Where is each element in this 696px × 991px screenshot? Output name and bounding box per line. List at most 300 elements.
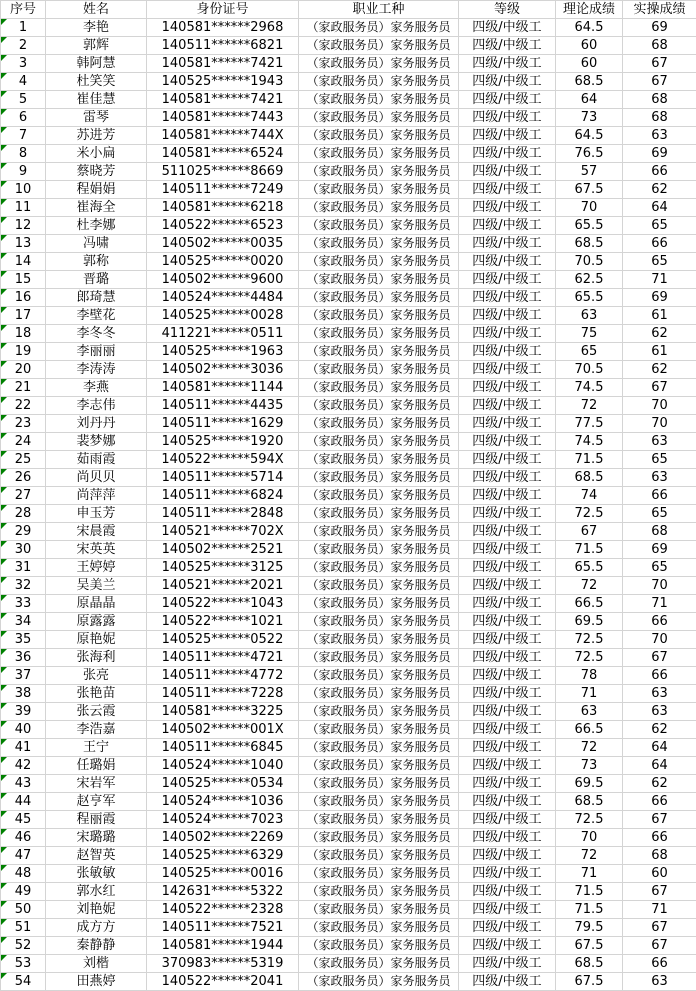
cell-practical-score[interactable]: 66 [623,613,696,631]
cell-theory-score[interactable]: 64 [556,91,623,109]
cell-id-number[interactable]: 140581******6218 [147,199,299,217]
cell-level[interactable]: 四级/中级工 [459,955,556,973]
cell-occupation[interactable]: （家政服务员）家务服务员 [299,379,459,397]
cell-theory-score[interactable]: 66.5 [556,721,623,739]
cell-index[interactable] [1,883,46,901]
cell-theory-score[interactable]: 67.5 [556,181,623,199]
cell-level[interactable]: 四级/中级工 [459,703,556,721]
cell-id-number[interactable]: 140524******7023 [147,811,299,829]
cell-theory-score[interactable]: 72.5 [556,631,623,649]
cell-id-number[interactable]: 140581******2968 [147,19,299,37]
cell-index[interactable] [1,217,46,235]
cell-occupation[interactable]: （家政服务员）家务服务员 [299,703,459,721]
cell-name[interactable]: 李艳 [46,19,147,37]
cell-id-number[interactable]: 140511******7228 [147,685,299,703]
cell-id-number[interactable]: 140511******7521 [147,919,299,937]
column-header-level[interactable]: 等级 [459,1,556,19]
cell-practical-score[interactable]: 67 [623,73,696,91]
cell-level[interactable]: 四级/中级工 [459,811,556,829]
cell-index[interactable] [1,649,46,667]
cell-index[interactable] [1,505,46,523]
cell-theory-score[interactable]: 70 [556,829,623,847]
cell-theory-score[interactable]: 72 [556,577,623,595]
cell-index[interactable] [1,487,46,505]
cell-level[interactable]: 四级/中级工 [459,973,556,991]
cell-index[interactable] [1,811,46,829]
cell-occupation[interactable]: （家政服务员）家务服务员 [299,775,459,793]
cell-theory-score[interactable]: 67 [556,523,623,541]
cell-practical-score[interactable]: 67 [623,379,696,397]
cell-id-number[interactable]: 140524******1036 [147,793,299,811]
cell-level[interactable]: 四级/中级工 [459,325,556,343]
cell-occupation[interactable]: （家政服务员）家务服务员 [299,91,459,109]
cell-theory-score[interactable]: 71.5 [556,541,623,559]
cell-id-number[interactable]: 411221******0511 [147,325,299,343]
cell-occupation[interactable]: （家政服务员）家务服务员 [299,73,459,91]
cell-id-number[interactable]: 140521******2021 [147,577,299,595]
cell-name[interactable]: 王宁 [46,739,147,757]
cell-level[interactable]: 四级/中级工 [459,865,556,883]
cell-occupation[interactable]: （家政服务员）家务服务员 [299,415,459,433]
cell-practical-score[interactable]: 62 [623,361,696,379]
cell-index[interactable] [1,613,46,631]
cell-id-number[interactable]: 140522******2041 [147,973,299,991]
cell-name[interactable]: 原艳妮 [46,631,147,649]
cell-index[interactable] [1,595,46,613]
cell-name[interactable]: 郭水红 [46,883,147,901]
cell-level[interactable]: 四级/中级工 [459,253,556,271]
cell-level[interactable]: 四级/中级工 [459,793,556,811]
cell-practical-score[interactable]: 71 [623,271,696,289]
cell-theory-score[interactable]: 72.5 [556,649,623,667]
cell-level[interactable]: 四级/中级工 [459,217,556,235]
cell-id-number[interactable]: 370983******5319 [147,955,299,973]
cell-name[interactable]: 苏进芳 [46,127,147,145]
cell-practical-score[interactable]: 65 [623,217,696,235]
cell-index[interactable] [1,379,46,397]
cell-occupation[interactable]: （家政服务员）家务服务员 [299,793,459,811]
cell-id-number[interactable]: 140511******2848 [147,505,299,523]
cell-practical-score[interactable]: 64 [623,757,696,775]
cell-theory-score[interactable]: 77.5 [556,415,623,433]
cell-id-number[interactable]: 140502******3036 [147,361,299,379]
cell-name[interactable]: 刘艳妮 [46,901,147,919]
cell-name[interactable]: 韩阿慧 [46,55,147,73]
cell-level[interactable]: 四级/中级工 [459,937,556,955]
cell-theory-score[interactable]: 68.5 [556,235,623,253]
cell-theory-score[interactable]: 60 [556,55,623,73]
cell-occupation[interactable]: （家政服务员）家务服务员 [299,127,459,145]
cell-name[interactable]: 宋晨霞 [46,523,147,541]
cell-index[interactable] [1,343,46,361]
cell-theory-score[interactable]: 63 [556,703,623,721]
cell-id-number[interactable]: 140581******1144 [147,379,299,397]
cell-id-number[interactable]: 140502******2521 [147,541,299,559]
cell-index[interactable] [1,55,46,73]
cell-name[interactable]: 李丽丽 [46,343,147,361]
cell-practical-score[interactable]: 67 [623,883,696,901]
cell-theory-score[interactable]: 73 [556,109,623,127]
cell-practical-score[interactable]: 70 [623,631,696,649]
cell-practical-score[interactable]: 66 [623,955,696,973]
cell-theory-score[interactable]: 69.5 [556,613,623,631]
cell-id-number[interactable]: 140525******0522 [147,631,299,649]
cell-occupation[interactable]: （家政服务员）家务服务员 [299,541,459,559]
cell-occupation[interactable]: （家政服务员）家务服务员 [299,37,459,55]
cell-theory-score[interactable]: 79.5 [556,919,623,937]
cell-index[interactable] [1,433,46,451]
cell-id-number[interactable]: 140581******7443 [147,109,299,127]
cell-index[interactable] [1,757,46,775]
cell-practical-score[interactable]: 67 [623,649,696,667]
cell-name[interactable]: 冯啸 [46,235,147,253]
cell-id-number[interactable]: 140581******6524 [147,145,299,163]
cell-theory-score[interactable]: 72.5 [556,505,623,523]
cell-theory-score[interactable]: 72 [556,739,623,757]
cell-id-number[interactable]: 140511******6845 [147,739,299,757]
cell-theory-score[interactable]: 71 [556,685,623,703]
cell-level[interactable]: 四级/中级工 [459,37,556,55]
cell-occupation[interactable]: （家政服务员）家务服务员 [299,307,459,325]
cell-occupation[interactable]: （家政服务员）家务服务员 [299,199,459,217]
cell-name[interactable]: 李志伟 [46,397,147,415]
cell-id-number[interactable]: 511025******8669 [147,163,299,181]
cell-level[interactable]: 四级/中级工 [459,595,556,613]
cell-id-number[interactable]: 140525******1943 [147,73,299,91]
cell-occupation[interactable]: （家政服务员）家务服务员 [299,145,459,163]
cell-index[interactable] [1,127,46,145]
cell-practical-score[interactable]: 65 [623,559,696,577]
cell-theory-score[interactable]: 57 [556,163,623,181]
cell-index[interactable] [1,163,46,181]
cell-theory-score[interactable]: 76.5 [556,145,623,163]
cell-name[interactable]: 杜笑笑 [46,73,147,91]
cell-id-number[interactable]: 140581******1944 [147,937,299,955]
cell-practical-score[interactable]: 68 [623,109,696,127]
cell-level[interactable]: 四级/中级工 [459,487,556,505]
cell-id-number[interactable]: 140581******7421 [147,91,299,109]
cell-theory-score[interactable]: 65.5 [556,217,623,235]
cell-practical-score[interactable]: 63 [623,685,696,703]
cell-id-number[interactable]: 140522******1021 [147,613,299,631]
cell-theory-score[interactable]: 68.5 [556,793,623,811]
cell-practical-score[interactable]: 62 [623,721,696,739]
cell-occupation[interactable]: （家政服务员）家务服务员 [299,433,459,451]
cell-name[interactable]: 李燕 [46,379,147,397]
cell-index[interactable] [1,703,46,721]
column-header-occupation[interactable]: 职业工种 [299,1,459,19]
cell-name[interactable]: 原晶晶 [46,595,147,613]
cell-practical-score[interactable]: 63 [623,973,696,991]
cell-theory-score[interactable]: 68.5 [556,73,623,91]
cell-level[interactable]: 四级/中级工 [459,55,556,73]
cell-practical-score[interactable]: 64 [623,739,696,757]
cell-level[interactable]: 四级/中级工 [459,361,556,379]
cell-id-number[interactable]: 140522******594X [147,451,299,469]
cell-occupation[interactable]: （家政服务员）家务服务员 [299,325,459,343]
cell-level[interactable]: 四级/中级工 [459,919,556,937]
column-header-theory_score[interactable]: 理论成绩 [556,1,623,19]
cell-id-number[interactable]: 140525******1963 [147,343,299,361]
cell-practical-score[interactable]: 61 [623,307,696,325]
cell-index[interactable] [1,325,46,343]
cell-index[interactable] [1,415,46,433]
cell-theory-score[interactable]: 64.5 [556,19,623,37]
cell-occupation[interactable]: （家政服务员）家务服务员 [299,235,459,253]
cell-name[interactable]: 赵亨军 [46,793,147,811]
cell-name[interactable]: 秦静静 [46,937,147,955]
cell-practical-score[interactable]: 68 [623,847,696,865]
cell-index[interactable] [1,577,46,595]
cell-name[interactable]: 雷琴 [46,109,147,127]
cell-id-number[interactable]: 140525******0020 [147,253,299,271]
cell-id-number[interactable]: 140522******2328 [147,901,299,919]
cell-occupation[interactable]: （家政服务员）家务服务员 [299,55,459,73]
cell-index[interactable] [1,523,46,541]
cell-index[interactable] [1,667,46,685]
cell-level[interactable]: 四级/中级工 [459,505,556,523]
cell-practical-score[interactable]: 62 [623,325,696,343]
cell-occupation[interactable]: （家政服务员）家务服务员 [299,901,459,919]
cell-occupation[interactable]: （家政服务员）家务服务员 [299,163,459,181]
cell-practical-score[interactable]: 70 [623,397,696,415]
cell-practical-score[interactable]: 67 [623,937,696,955]
cell-theory-score[interactable]: 67.5 [556,937,623,955]
cell-level[interactable]: 四级/中级工 [459,685,556,703]
cell-name[interactable]: 崔佳慧 [46,91,147,109]
cell-occupation[interactable]: （家政服务员）家务服务员 [299,865,459,883]
cell-practical-score[interactable]: 68 [623,37,696,55]
cell-theory-score[interactable]: 74.5 [556,433,623,451]
cell-index[interactable] [1,721,46,739]
cell-practical-score[interactable]: 69 [623,19,696,37]
cell-name[interactable]: 郭辉 [46,37,147,55]
column-header-practical_score[interactable]: 实操成绩 [623,1,696,19]
cell-index[interactable] [1,289,46,307]
cell-theory-score[interactable]: 72.5 [556,811,623,829]
cell-practical-score[interactable]: 63 [623,127,696,145]
cell-occupation[interactable]: （家政服务员）家务服务员 [299,109,459,127]
cell-theory-score[interactable]: 74.5 [556,379,623,397]
cell-level[interactable]: 四级/中级工 [459,469,556,487]
cell-name[interactable]: 晋璐 [46,271,147,289]
cell-practical-score[interactable]: 66 [623,793,696,811]
cell-occupation[interactable]: （家政服务员）家务服务员 [299,739,459,757]
cell-practical-score[interactable]: 62 [623,775,696,793]
cell-level[interactable]: 四级/中级工 [459,541,556,559]
cell-name[interactable]: 刘丹丹 [46,415,147,433]
cell-id-number[interactable]: 140502******2269 [147,829,299,847]
cell-theory-score[interactable]: 73 [556,757,623,775]
cell-level[interactable]: 四级/中级工 [459,451,556,469]
cell-level[interactable]: 四级/中级工 [459,343,556,361]
cell-occupation[interactable]: （家政服务员）家务服务员 [299,217,459,235]
cell-index[interactable] [1,955,46,973]
cell-theory-score[interactable]: 71 [556,865,623,883]
cell-id-number[interactable]: 140511******6824 [147,487,299,505]
cell-name[interactable]: 李浩嘉 [46,721,147,739]
cell-practical-score[interactable]: 68 [623,523,696,541]
cell-level[interactable]: 四级/中级工 [459,199,556,217]
cell-id-number[interactable]: 140581******3225 [147,703,299,721]
cell-name[interactable]: 程丽霞 [46,811,147,829]
cell-level[interactable]: 四级/中级工 [459,631,556,649]
cell-level[interactable]: 四级/中级工 [459,163,556,181]
cell-name[interactable]: 王婷婷 [46,559,147,577]
cell-index[interactable] [1,847,46,865]
cell-practical-score[interactable]: 65 [623,451,696,469]
cell-name[interactable]: 杜李娜 [46,217,147,235]
cell-name[interactable]: 尚贝贝 [46,469,147,487]
cell-level[interactable]: 四级/中级工 [459,19,556,37]
cell-level[interactable]: 四级/中级工 [459,91,556,109]
cell-theory-score[interactable]: 70.5 [556,361,623,379]
cell-name[interactable]: 崔海全 [46,199,147,217]
cell-index[interactable] [1,541,46,559]
cell-index[interactable] [1,109,46,127]
cell-theory-score[interactable]: 71.5 [556,451,623,469]
cell-occupation[interactable]: （家政服务员）家务服务员 [299,361,459,379]
cell-name[interactable]: 刘楷 [46,955,147,973]
cell-level[interactable]: 四级/中级工 [459,307,556,325]
cell-practical-score[interactable]: 67 [623,811,696,829]
cell-index[interactable] [1,181,46,199]
cell-theory-score[interactable]: 64.5 [556,127,623,145]
cell-index[interactable] [1,73,46,91]
column-header-index[interactable]: 序号 [1,1,46,19]
cell-practical-score[interactable]: 69 [623,289,696,307]
cell-occupation[interactable]: （家政服务员）家务服务员 [299,847,459,865]
cell-index[interactable] [1,451,46,469]
cell-level[interactable]: 四级/中级工 [459,847,556,865]
cell-name[interactable]: 尚萍萍 [46,487,147,505]
cell-practical-score[interactable]: 63 [623,469,696,487]
cell-name[interactable]: 任璐娟 [46,757,147,775]
cell-occupation[interactable]: （家政服务员）家务服务员 [299,289,459,307]
cell-id-number[interactable]: 140511******4435 [147,397,299,415]
cell-occupation[interactable]: （家政服务员）家务服务员 [299,829,459,847]
cell-practical-score[interactable]: 67 [623,55,696,73]
cell-name[interactable]: 田燕婷 [46,973,147,991]
cell-id-number[interactable]: 140525******0016 [147,865,299,883]
cell-id-number[interactable]: 140522******6523 [147,217,299,235]
cell-level[interactable]: 四级/中级工 [459,145,556,163]
cell-index[interactable] [1,361,46,379]
cell-practical-score[interactable]: 65 [623,505,696,523]
cell-occupation[interactable]: （家政服务员）家务服务员 [299,667,459,685]
cell-index[interactable] [1,775,46,793]
cell-occupation[interactable]: （家政服务员）家务服务员 [299,937,459,955]
cell-level[interactable]: 四级/中级工 [459,523,556,541]
cell-index[interactable] [1,37,46,55]
cell-level[interactable]: 四级/中级工 [459,271,556,289]
cell-name[interactable]: 宋岩军 [46,775,147,793]
cell-name[interactable]: 张海利 [46,649,147,667]
cell-index[interactable] [1,793,46,811]
cell-practical-score[interactable]: 71 [623,595,696,613]
cell-id-number[interactable]: 140511******6821 [147,37,299,55]
cell-name[interactable]: 赵智英 [46,847,147,865]
cell-name[interactable]: 宋璐璐 [46,829,147,847]
cell-theory-score[interactable]: 71.5 [556,883,623,901]
cell-practical-score[interactable]: 61 [623,343,696,361]
cell-index[interactable] [1,631,46,649]
cell-name[interactable]: 宋英英 [46,541,147,559]
cell-practical-score[interactable]: 70 [623,577,696,595]
cell-id-number[interactable]: 140502******9600 [147,271,299,289]
cell-index[interactable] [1,145,46,163]
cell-id-number[interactable]: 140525******0534 [147,775,299,793]
cell-practical-score[interactable]: 60 [623,865,696,883]
cell-index[interactable] [1,19,46,37]
cell-name[interactable]: 吴美兰 [46,577,147,595]
cell-practical-score[interactable]: 66 [623,235,696,253]
cell-occupation[interactable]: （家政服务员）家务服务员 [299,919,459,937]
cell-index[interactable] [1,235,46,253]
cell-name[interactable]: 李壁花 [46,307,147,325]
cell-id-number[interactable]: 140511******1629 [147,415,299,433]
cell-level[interactable]: 四级/中级工 [459,775,556,793]
cell-id-number[interactable]: 140502******0035 [147,235,299,253]
cell-name[interactable]: 蔡晓芳 [46,163,147,181]
cell-level[interactable]: 四级/中级工 [459,181,556,199]
cell-index[interactable] [1,199,46,217]
cell-practical-score[interactable]: 63 [623,433,696,451]
cell-id-number[interactable]: 140522******1043 [147,595,299,613]
cell-practical-score[interactable]: 70 [623,415,696,433]
cell-level[interactable]: 四级/中级工 [459,109,556,127]
cell-index[interactable] [1,307,46,325]
cell-id-number[interactable]: 140524******4484 [147,289,299,307]
cell-index[interactable] [1,919,46,937]
cell-name[interactable]: 张艳苗 [46,685,147,703]
cell-name[interactable]: 李涛涛 [46,361,147,379]
cell-practical-score[interactable]: 68 [623,91,696,109]
cell-index[interactable] [1,901,46,919]
cell-occupation[interactable]: （家政服务员）家务服务员 [299,451,459,469]
cell-theory-score[interactable]: 65.5 [556,559,623,577]
cell-theory-score[interactable]: 65.5 [556,289,623,307]
cell-theory-score[interactable]: 68.5 [556,955,623,973]
cell-level[interactable]: 四级/中级工 [459,667,556,685]
cell-level[interactable]: 四级/中级工 [459,901,556,919]
cell-name[interactable]: 张云霞 [46,703,147,721]
cell-name[interactable]: 程娟娟 [46,181,147,199]
cell-index[interactable] [1,973,46,991]
cell-index[interactable] [1,685,46,703]
cell-level[interactable]: 四级/中级工 [459,289,556,307]
cell-level[interactable]: 四级/中级工 [459,613,556,631]
cell-practical-score[interactable]: 63 [623,703,696,721]
cell-theory-score[interactable]: 70 [556,199,623,217]
cell-level[interactable]: 四级/中级工 [459,127,556,145]
cell-id-number[interactable]: 140502******001X [147,721,299,739]
cell-name[interactable]: 申玉芳 [46,505,147,523]
cell-occupation[interactable]: （家政服务员）家务服务员 [299,955,459,973]
cell-name[interactable]: 米小扁 [46,145,147,163]
cell-theory-score[interactable]: 62.5 [556,271,623,289]
cell-occupation[interactable]: （家政服务员）家务服务员 [299,595,459,613]
cell-id-number[interactable]: 140521******702X [147,523,299,541]
cell-id-number[interactable]: 140511******7249 [147,181,299,199]
cell-level[interactable]: 四级/中级工 [459,757,556,775]
cell-theory-score[interactable]: 63 [556,307,623,325]
cell-theory-score[interactable]: 67.5 [556,973,623,991]
cell-occupation[interactable]: （家政服务员）家务服务员 [299,721,459,739]
cell-occupation[interactable]: （家政服务员）家务服务员 [299,577,459,595]
cell-occupation[interactable]: （家政服务员）家务服务员 [299,685,459,703]
cell-occupation[interactable]: （家政服务员）家务服务员 [299,19,459,37]
